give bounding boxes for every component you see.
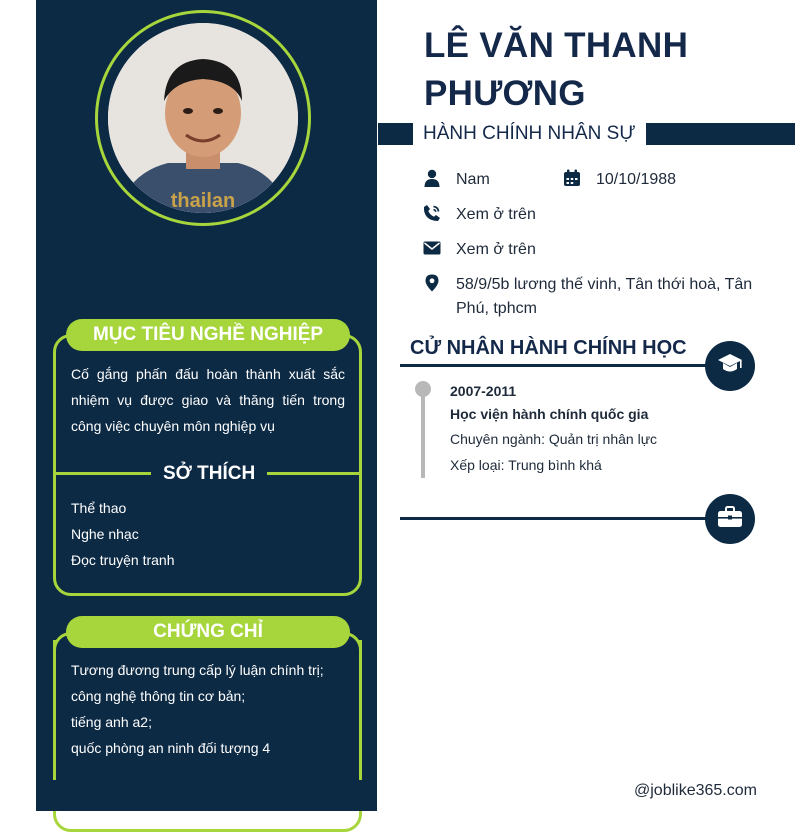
list-item: Nghe nhạc [71,526,139,542]
email-value: Xem ở trên [456,241,536,258]
gender-row [422,168,490,192]
avatar [108,23,298,213]
hobbies-heading: SỞ THÍCH [151,460,267,488]
address-value: 58/9/5b lương thế vinh, Tân thới hoà, Tân Phú, tphcm [456,276,753,317]
calendar-icon [562,168,582,188]
phone-icon [422,203,442,223]
envelope-icon [422,238,442,258]
full-name: LÊ VĂN THANH PHƯƠNG [424,26,689,113]
list-item: tiếng anh a2; [71,714,152,730]
list-item: công nghệ thông tin cơ bản; [71,688,246,704]
certificates-box-left-edge [53,640,56,780]
map-pin-icon [422,273,442,293]
avatar-frame [95,10,311,226]
birthdate-row [562,168,676,192]
gender-value: Nam [456,171,490,188]
timeline-bar [421,390,425,478]
objective-heading: MỤC TIÊU NGHỀ NGHIỆP [66,319,350,351]
education-badge [705,341,755,391]
phone-row [422,203,536,227]
education-period: 2007-2011 [450,383,517,399]
education-divider [400,364,710,367]
phone-value: Xem ở trên [456,206,536,223]
briefcase-icon [717,506,743,533]
experience-badge [705,494,755,544]
objective-text: Cố gắng phấn đấu hoàn thành xuất sắc nhiệm vụ được giao và thăng tiến trong công việc chuyên môn nghiệp vụ [71,366,345,434]
list-item: Tương đương trung cấp lý luận chính trị; [71,662,324,678]
certificates-box-right-edge [359,640,362,780]
list-item: quốc phòng an ninh đối tượng 4 [71,740,271,756]
user-icon [422,168,442,188]
address-row [422,273,762,321]
graduation-cap-icon [717,353,743,380]
email-row [422,238,536,262]
education-major: Chuyên ngành: Quản trị nhân lực [450,431,658,447]
hobbies-list [71,495,345,573]
watermark: @joblike365.com [634,782,757,799]
certificates-heading: CHỨNG CHỈ [66,616,350,648]
education-grade: Xếp loại: Trung bình khá [450,457,602,473]
shirt-print-text: thailan [170,190,236,212]
list-item: Đọc truyện tranh [71,552,175,568]
education-school: Học viện hành chính quốc gia [450,406,649,422]
position-title: HÀNH CHÍNH NHÂN SỰ [413,119,646,149]
birthdate-value: 10/10/1988 [596,171,677,188]
education-heading: CỬ NHÂN HÀNH CHÍNH HỌC [410,337,687,359]
sidebar-bottom-cover [36,780,377,811]
experience-divider [400,517,710,520]
list-item: Thể thao [71,500,127,516]
certificates-list [71,657,351,761]
